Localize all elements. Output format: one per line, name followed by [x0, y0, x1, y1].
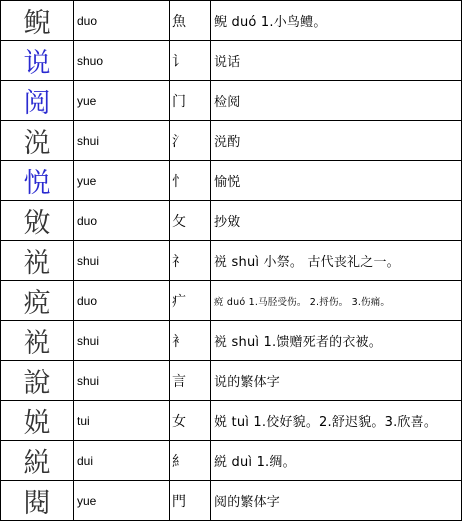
- character-cell: 痥: [1, 281, 74, 321]
- table-row: [1, 361, 462, 401]
- radical-cell: 疒: [170, 281, 211, 321]
- character-cell: 涚: [1, 121, 74, 161]
- table-row: [1, 281, 462, 321]
- character-table-body: [1, 1, 462, 521]
- definition-cell: 鲵 duó 1.小鸟鳢。: [211, 1, 462, 41]
- radical-cell: 門: [170, 481, 211, 521]
- table-row: [1, 41, 462, 81]
- radical-cell: 氵: [170, 121, 211, 161]
- character-cell: 閱: [1, 481, 74, 521]
- pinyin-cell: tui: [74, 401, 170, 441]
- pinyin-cell: yue: [74, 481, 170, 521]
- character-cell: 祱: [1, 241, 74, 281]
- radical-cell: 礻: [170, 241, 211, 281]
- table-row: [1, 481, 462, 521]
- definition-cell: 娧 tuì 1.佼好貌。2.舒迟貌。3.欣喜。: [211, 401, 462, 441]
- pinyin-cell: duo: [74, 1, 170, 41]
- character-cell: 鲵: [1, 1, 74, 41]
- radical-cell: 讠: [170, 41, 211, 81]
- character-cell: 娧: [1, 401, 74, 441]
- radical-cell: 魚: [170, 1, 211, 41]
- definition-cell: 祱 shuì 小祭。 古代丧礼之一。: [211, 241, 462, 281]
- table-row: [1, 441, 462, 481]
- character-cell: 敓: [1, 201, 74, 241]
- table-row: [1, 81, 462, 121]
- definition-cell: 检阅: [211, 81, 462, 121]
- pinyin-cell: shui: [74, 241, 170, 281]
- radical-cell: 言: [170, 361, 211, 401]
- radical-cell: 女: [170, 401, 211, 441]
- definition-cell: 裞 shuì 1.馈赠死者的衣被。: [211, 321, 462, 361]
- radical-cell: 忄: [170, 161, 211, 201]
- character-cell: 悦: [1, 161, 74, 201]
- table-row: [1, 401, 462, 441]
- pinyin-cell: shui: [74, 361, 170, 401]
- definition-cell: 愉悦: [211, 161, 462, 201]
- table-row: [1, 321, 462, 361]
- definition-cell: 阅的繁体字: [211, 481, 462, 521]
- table-row: [1, 121, 462, 161]
- pinyin-cell: shui: [74, 121, 170, 161]
- radical-cell: 糹: [170, 441, 211, 481]
- character-cell: 說: [1, 361, 74, 401]
- pinyin-cell: dui: [74, 441, 170, 481]
- pinyin-cell: yue: [74, 81, 170, 121]
- table-row: [1, 201, 462, 241]
- table-row: [1, 161, 462, 201]
- definition-cell: 抄敓: [211, 201, 462, 241]
- table-row: [1, 241, 462, 281]
- definition-cell: 痥 duó 1.马胫受伤。 2.捋伤。 3.伤痛。: [211, 281, 462, 321]
- pinyin-cell: yue: [74, 161, 170, 201]
- pinyin-cell: shuo: [74, 41, 170, 81]
- character-cell: 说: [1, 41, 74, 81]
- table-row: [1, 1, 462, 41]
- pinyin-cell: duo: [74, 201, 170, 241]
- pinyin-cell: shui: [74, 321, 170, 361]
- character-cell: 綐: [1, 441, 74, 481]
- character-cell: 阅: [1, 81, 74, 121]
- radical-cell: 门: [170, 81, 211, 121]
- definition-cell: 说的繁体字: [211, 361, 462, 401]
- character-cell: 裞: [1, 321, 74, 361]
- definition-cell: 綐 duì 1.绸。: [211, 441, 462, 481]
- definition-cell: 涚酌: [211, 121, 462, 161]
- radical-cell: 衤: [170, 321, 211, 361]
- definition-cell: 说话: [211, 41, 462, 81]
- radical-cell: 攵: [170, 201, 211, 241]
- pinyin-cell: duo: [74, 281, 170, 321]
